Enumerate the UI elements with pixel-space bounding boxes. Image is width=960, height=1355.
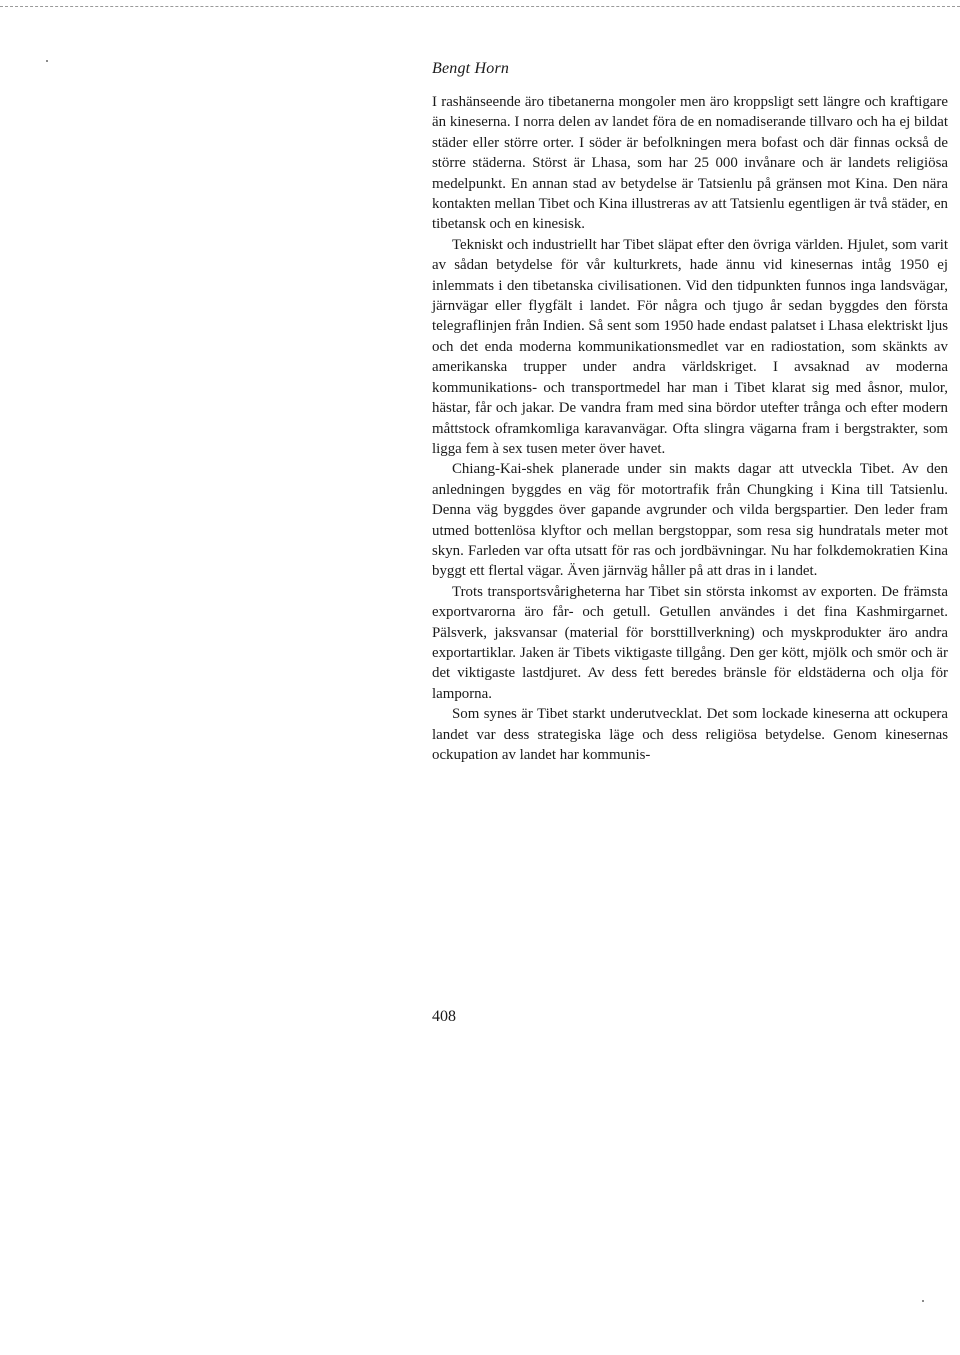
paragraph-4: Trots transportsvårigheterna har Tibet sin största inkomst av exporten. De främsta exportvarorna äro får- och getull. Getullen användes i det fina Kashmirgarnet. Pälsverk, jaksvansar (material för borsttillverkning) och myskprodukter äro andra exportartiklar. Jaken är Tibets viktigaste tillgång. Den ger kött, mjölk och smör och är det viktigaste lastdjuret. Av dess fett beredes bränsle för eldstäderna och olja för lamporna. xyxy=(432,583,948,702)
running-header-author: Bengt Horn xyxy=(432,60,510,77)
text-column xyxy=(432,58,948,765)
paragraph-5: Som synes är Tibet starkt underutvecklat. Det som lockade kineserna att ockupera landet var dess strategiska läge och dess religiösa betydelse. Genom kinesernas ockupation av landet har kommunis- xyxy=(432,706,948,763)
paragraph-3: Chiang-Kai-shek planerade under sin makts dagar att utveckla Tibet. Av den anledningen byggdes en väg för motortrafik från Chungking i Kina till Tatsienlu. Denna väg byggdes över gapande avgrunder och vilda bergspartier. Den leder fram utmed bottenlösa klyftor och mellan bergstoppar, som resa sig hundratals meter mot skyn. Farleden var ofta utsatt för ras och jordbävningar. Nu har folkdemokratien Kina byggt ett flertal vägar. Även järnväg håller på att dras in i landet. xyxy=(432,461,948,580)
paragraph-1: I rashänseende äro tibetanerna mongoler men äro kroppsligt sett längre och kraftigare än kineserna. I norra delen av landet föra de en nomadiserande tillvaro och ha ej bildat städer eller större orter. I söder är befolkningen mera bofast och där finnas också de större städerna. Störst är Lhasa, som har 25 000 invånare och är landets religiösa medelpunkt. En annan stad av betydelse är Tatsienlu på gränsen mot Kina. Den nära kontakten mellan Tibet och Kina illustreras av att Tatsienlu egentligen är två städer, en tibetansk och en kinesisk. xyxy=(432,94,948,233)
scan-speck xyxy=(922,1300,924,1302)
paragraph-2: Tekniskt och industriellt har Tibet släpat efter den övriga världen. Hjulet, som varit av sådan betydelse för vår kulturkrets, hade ännu vid kinesernas intåg 1950 ej inlemmats i den tibetanska civilisationen. Vid den tidpunkten funnos inga landsvägar, järnvägar eller flygfält i landet. För några och tjugo år sedan byggdes den första telegraflinjen från Indien. Så sent som 1950 hade endast palatset i Lhasa elektriskt ljus och det enda moderna kommunikationsmedlet var en radiostation, som skänkts av amerikanska trupper under andra världskriget. I avsaknad av moderna kommunikations- och transportmedel har man i Tibet klarat sig med åsnor, mulor, hästar, får och jakar. De vandra fram med sina bördor utefter trånga och efter modern måttstock oframkomliga karavanvägar. Ofta slingra vägarna fram i bergstrakter, som ligga fem à sex tusen meter över havet. xyxy=(432,236,948,457)
scan-speck xyxy=(46,60,48,62)
page-number: 408 xyxy=(432,1008,456,1025)
scan-top-edge-rule xyxy=(0,6,960,7)
